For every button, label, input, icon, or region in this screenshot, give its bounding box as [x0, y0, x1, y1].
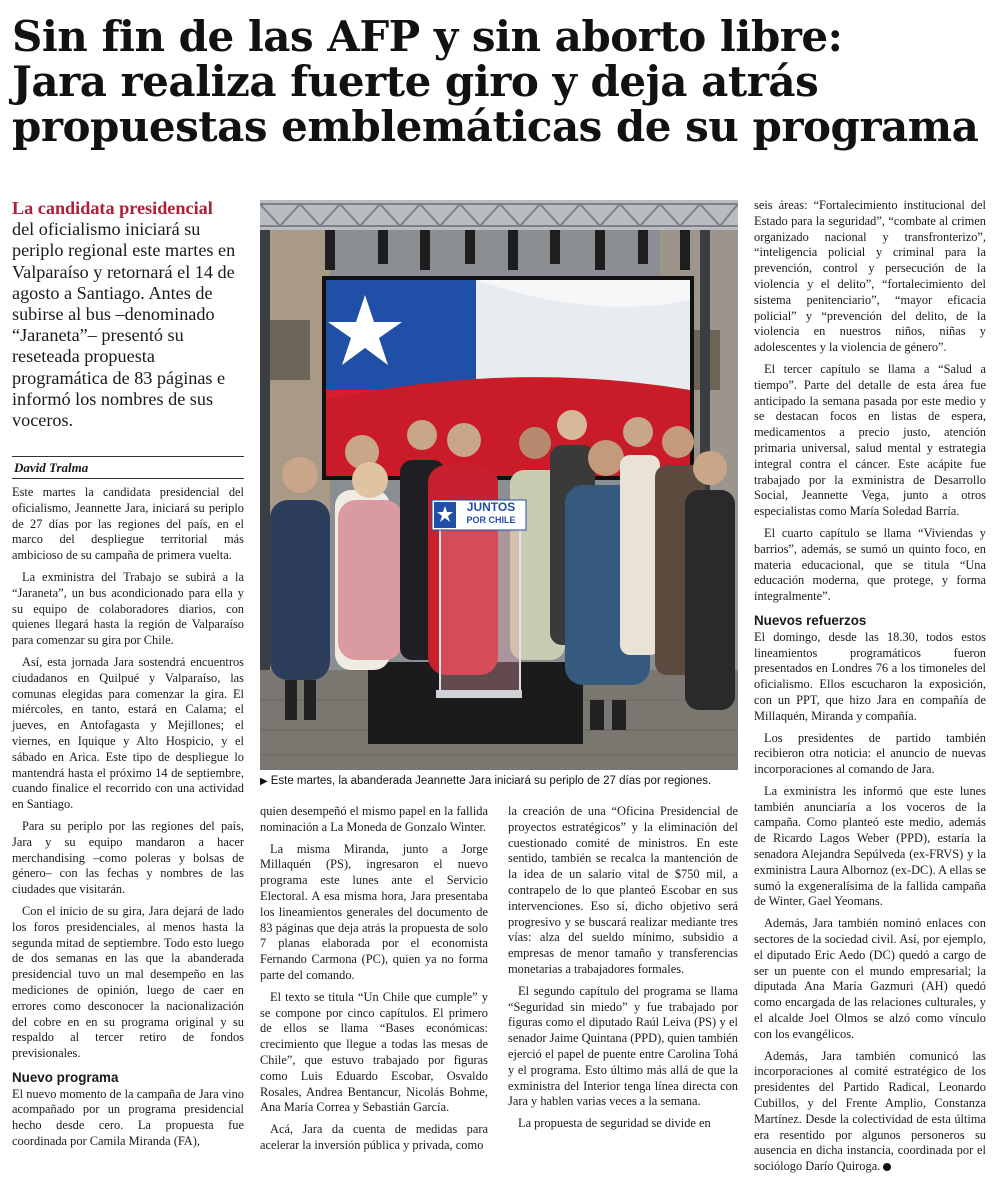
podium-logo-line-2: POR CHILE — [466, 515, 516, 525]
paragraph: La propuesta de seguridad se divide en — [518, 1116, 711, 1131]
paragraph: Acá, Jara da cuenta de medidas para acelerar la inversión pública y privada, como — [260, 1122, 488, 1152]
paragraph: El cuarto capítulo se llama “Viviendas y barrios”, además, se sumó un quinto foco, en materia educacional, que se titula “Una educación moderna, que protege, y forma integralmente”. — [754, 525, 986, 604]
subheading-nuevo-programa: Nuevo programa — [12, 1069, 119, 1085]
headline-line-1: Sin fin de las AFP y sin aborto libre: — [12, 12, 843, 61]
podium-logo — [458, 500, 524, 530]
paragraph: Así, esta jornada Jara sostendrá encuentros ciudadanos en Quilpué y Valparaíso, las comunas elegidas para comenzar la gira. El miércoles, en tanto, estará en Calama; el jueves, en Antofagasta y Mejillones; el viernes, en Iquique y Alto Hospicio, y el sábado en Arica. Este tipo de despliegue lo mantendrá hasta el próximo 14 de septiembre, cuando finalice el recorrido con una actividad en Santiago. — [12, 654, 244, 812]
paragraph: Los presidentes de partido también recibieron otra noticia: el anuncio de nuevas incorporaciones al comando de Jara. — [754, 730, 986, 777]
caption-text: Este martes, la abanderada Jeannette Jara iniciará su periplo de 27 días por regiones. — [270, 775, 712, 787]
end-of-article-icon — [883, 1163, 891, 1171]
byline-rule-bottom — [12, 478, 244, 479]
column-3 — [508, 804, 738, 1138]
headline — [12, 14, 988, 149]
final-paragraph-text: Además, Jara también comunicó las incorporaciones al comité estratégico de los presidentes del Partido Radical, Leonardo Cubillos, y del Frente Amplio, Constanza Martínez. Desde la colectividad de esta última era resentido por algunos personeros su ausencia en dicha instancia, coordinada por el sociólogo Darío Quiroga. — [754, 1048, 986, 1174]
lead-text: del oficialismo iniciará su periplo regional este martes en Valparaíso y retornará el 14 de agosto a Santiago. Antes de subirse al bus –denominado “Jaraneta”– presentó su reseteada propuesta programática de 83 páginas e informó los nombres de sus voceros. — [12, 219, 236, 431]
paragraph: El segundo capítulo del programa se llama “Seguridad sin miedo” y fue trabajado por figuras como el diputado Raúl Leiva (PS) y el senador Jaime Quintana (PPD), quien también ejerció el papel de puente entre Carolina Tohá y el programa. Esto último más allá de que la exministra del Interior tenga línea directa con Jara y hablen varias veces a la semana. — [508, 983, 738, 1109]
paragraph: Con el inicio de su gira, Jara dejará de lado los foros presidenciales, al menos hasta la segunda mitad de septiembre. Todo esto luego de dos semanas en las que la abanderada presidencial tuvo un mal desempeño en las mediciones de opinión, luego de caer en errores como desconocer la nacionalización del cobre en en su programa original y su respaldo al tercer retiro de fondos previsionales. — [12, 903, 244, 1061]
paragraph: El tercer capítulo se llama a “Salud a tiempo”. Parte del detalle de esta área fue anticipado la semana pasada por este medio y se destacan focos en listas de espera, medicamentos a precio justo, atención primaria universal, salud mental y estrategia integral contra el cáncer. Este acápite fue trabajado por la exministra de Desarrollo Social, Jeannette Vega, junto a otros especialistas como María Soledad Barría. — [754, 361, 986, 519]
lead-deck — [12, 198, 247, 431]
column-4 — [754, 198, 986, 1181]
lead-highlight: La candidata presidencial — [12, 198, 213, 218]
paragraph: la creación de una “Oficina Presidencial de proyectos estratégicos” y la eliminación del cuestionado comité de ministros. En este sentido, también se recalca la mantención de la idea de un salario vital de $750 mil, a contrapelo de lo que planteó Escobar en sus intervenciones. Eso sí, dicho objetivo será progresivo y se buscará realizar mediante tres vías: alza del sueldo mínimo, subsidio a empresas de menor tamaño y transferencias monetarias a trabajadores formales. — [508, 804, 738, 976]
paragraph — [754, 1049, 986, 1175]
column-2 — [260, 804, 488, 1160]
paragraph: La exministra del Trabajo se subirá a la “Jaraneta”, un bus acondicionado para ella y su equipo de colaboradores diarios, con quienes llegará hasta la región de Valparaíso para comenzar su gira por Chile. — [12, 569, 244, 648]
photo-caption — [260, 775, 740, 787]
paragraph: La misma Miranda, junto a Jorge Millaquén (PS), ingresaron el nuevo programa este lunes ante el Servicio Electoral. A esa misma hora, Jara presentaba los lineamientos generales del documento de 83 páginas que deja atrás la propuesta de solo 7 planas elaborada por el economista Fernando Carmona (PC), quien ya no forma parte del comando. — [260, 841, 488, 982]
paragraph: La exministra les informó que este lunes también anunciaría a los voceros de la campaña. Como planteó este medio, además de Ricardo Lagos Weber (PPD), estaría la senadora Alejandra Sepúlveda (ex-FRVS) y la exministra Laura Albornoz (ex-DC). A ellas se sumó la exgeneralísima de la fallida campaña de Winter, Gael Yeomans. — [754, 783, 986, 909]
podium-logo-line-1: JUNTOS — [466, 500, 516, 514]
subheading-nuevos-refuerzos: Nuevos refuerzos — [754, 612, 867, 628]
event-photo — [260, 200, 738, 770]
paragraph: Para su periplo por las regiones del país, Jara y su equipo mandaron a hacer merchandising –como poleras y bolsas de género– con las fechas y nombres de las ciudades que visitarán. — [12, 818, 244, 897]
paragraph: El nuevo momento de la campaña de Jara vino acompañado por un programa presidencial hecho desde cero. La propuesta fue coordinada por Camila Miranda (FA), — [12, 1086, 244, 1149]
paragraph: El texto se titula “Un Chile que cumple” y se compone por cinco capítulos. El primero de ellos se llama “Bases económicas: crecimiento que llegue a todas las mesas de Chile”, que estuvo trabajado por figuras como Luis Eduardo Escobar, Osvaldo Rosales, Andrea Bentancur, Nicolás Bohme, Ana María Correa y Sebastián García. — [260, 989, 488, 1115]
column-1 — [12, 485, 244, 1156]
byline: David Tralma — [14, 460, 89, 475]
headline-line-3: propuestas emblemáticas de su programa — [12, 102, 979, 151]
paragraph: Este martes la candidata presidencial del oficialismo, Jeannette Jara, iniciará su periplo de 27 días por las regiones del país, en el marco del despliegue territorial más ambicioso de su campaña de primera vuelta. — [12, 485, 244, 563]
paragraph: seis áreas: “Fortalecimiento institucional del Estado para la seguridad”, “combate al crimen organizado nacional y transfronterizo”, “inteligencia policial y criminal para la prevención, control y persecución de la violencia y el delito”, “fortalecimiento del sistema penitenciario”, “mayor eficacia policial” y “prevención del delito, de la violencia en nuestros niños, niñas y adolescentes y la violencia de género”. — [754, 198, 986, 355]
paragraph: El domingo, desde las 18.30, todos estos lineamientos programáticos fueron presentados en Londres 76 a los timoneles del oficialismo. Ellos escucharon la exposición, con un PPT, que hizo Jara en compañía de Millaquén, Miranda y compañía. — [754, 629, 986, 723]
caption-triangle-icon: ▶ — [260, 776, 268, 787]
paragraph: Además, Jara también nominó enlaces con sectores de la sociedad civil. Así, por ejemplo, el diputado Eric Aedo (DC) quedó a cargo de ser un puente con el mundo empresarial; la diputada Ana María Gazmuri (AH) quedó como encargada de las relaciones culturales, y el alcalde Joel Olmos se alzó como vínculo con los evangélicos. — [754, 916, 986, 1041]
byline-rule-top — [12, 456, 244, 457]
headline-line-2: Jara realiza fuerte giro y deja atrás — [12, 57, 819, 106]
paragraph: quien desempeñó el mismo papel en la fallida nominación a La Moneda de Gonzalo Winter. — [260, 804, 488, 834]
